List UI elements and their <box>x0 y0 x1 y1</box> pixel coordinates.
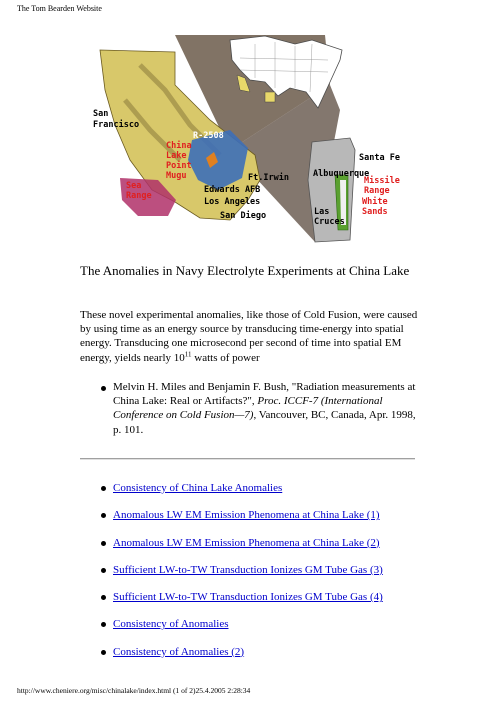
related-links-list <box>80 481 420 672</box>
label-sea: Sea <box>126 181 142 191</box>
label-missile: Missile <box>364 176 400 186</box>
label-china: China <box>166 141 192 151</box>
label-ft-irwin: Ft.Irwin <box>248 173 289 183</box>
intro-text: These novel experimental anomalies, like those of Cold Fusion, were caused by using time as an energy source by transducing time-energy into spatial energy. Transducing one microsecond per second of time into spatial EM energy, yields nearly 10 <box>80 309 418 364</box>
label-mugu: Mugu <box>166 171 187 181</box>
label-los-angeles: Los Angeles <box>204 197 261 207</box>
reference-source: Proc. ICCF-7 (International Conference on Cold Fusion—7) <box>113 395 383 422</box>
list-item <box>80 563 420 590</box>
intro-exponent: 11 <box>184 349 192 358</box>
label-cruces: Cruces <box>314 217 345 227</box>
map-illustration <box>80 30 420 246</box>
reference-details: , Vancouver, BC, Canada, Apr. 1998, p. 101. <box>113 409 416 436</box>
list-item <box>80 536 420 563</box>
link-transduction-gm-3[interactable]: Sufficient LW-to-TW Transduction Ionizes GM Tube Gas (3) <box>113 563 383 576</box>
intro-paragraph <box>80 308 420 365</box>
site-header: The Tom Bearden Website <box>17 4 102 13</box>
label-las: Las <box>314 207 330 217</box>
link-consistency-china-lake[interactable]: Consistency of China Lake Anomalies <box>113 482 283 494</box>
label-san: San <box>93 109 109 119</box>
list-item <box>80 645 420 672</box>
label-point: Point <box>166 161 192 171</box>
link-transduction-gm-4[interactable]: Sufficient LW-to-TW Transduction Ionizes GM Tube Gas (4) <box>113 591 383 604</box>
list-item <box>80 508 420 535</box>
label-r2508: R-2508 <box>193 131 224 141</box>
label-albuquerque: Albuquerque <box>313 169 370 179</box>
link-anomalous-lw-em-2[interactable]: Anomalous LW EM Emission Phenomena at China Lake (2) <box>113 536 380 549</box>
label-lake: Lake <box>166 151 187 161</box>
map-figure <box>80 30 420 246</box>
article-title: The Anomalies in Navy Electrolyte Experiments at China Lake <box>80 263 410 278</box>
label-francisco: Francisco <box>93 120 140 130</box>
label-missile-range: Range <box>364 186 390 196</box>
label-santa-fe: Santa Fe <box>359 153 400 163</box>
link-anomalous-lw-em-1[interactable]: Anomalous LW EM Emission Phenomena at China Lake (1) <box>113 509 380 522</box>
list-item <box>80 590 420 617</box>
link-consistency-anomalies[interactable]: Consistency of Anomalies <box>113 618 229 631</box>
reference-list <box>80 380 420 437</box>
label-sands: Sands <box>362 207 388 217</box>
horizontal-divider <box>80 458 415 460</box>
link-consistency-anomalies-2[interactable]: Consistency of Anomalies (2) <box>113 645 245 658</box>
label-edwards-afb: Edwards AFB <box>204 185 261 195</box>
new-mexico-highlight <box>265 92 275 102</box>
label-san-diego: San Diego <box>220 211 267 221</box>
reference-item <box>80 380 420 437</box>
footer-url: http://www.cheniere.org/misc/chinalake/index.html (1 of 2)25.4.2005 2:28:34 <box>17 686 251 695</box>
reference-authors-title: Melvin H. Miles and Benjamin F. Bush, "Radiation measurements at China Lake: Real or Artifacts?", <box>113 381 416 408</box>
label-sea-range: Range <box>126 191 152 201</box>
list-item <box>80 481 420 508</box>
label-white: White <box>362 197 388 207</box>
intro-text-end: watts of power <box>191 351 260 364</box>
list-item <box>80 617 420 644</box>
